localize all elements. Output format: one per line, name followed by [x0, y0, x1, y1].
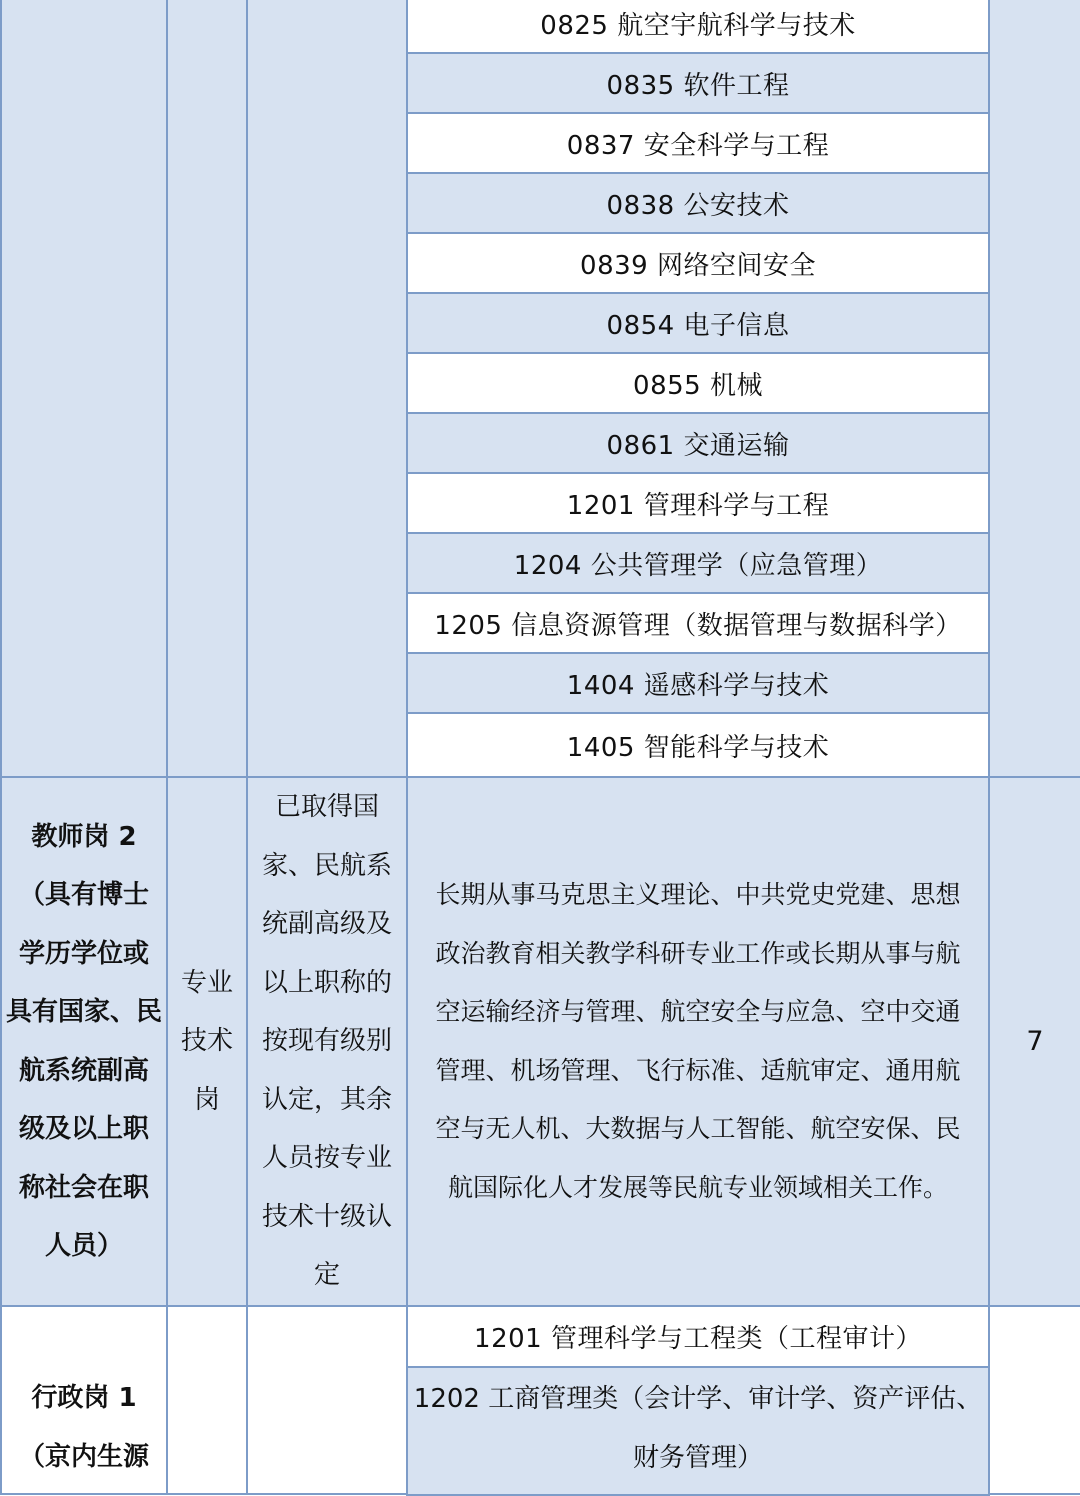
- specialty-row: [406, 352, 990, 414]
- specialty-text: 1202 工商管理类（会计学、审计学、资产评估、: [413, 1384, 983, 1414]
- specialty-row: [406, 592, 990, 654]
- category-line: 专业: [180, 967, 233, 998]
- specialty-text: 1201 管理科学与工程: [566, 490, 830, 521]
- position-line: （具有博士: [18, 880, 149, 910]
- specialty-row: [406, 532, 990, 594]
- specialty-row: [406, 52, 990, 114]
- specialty-row: [406, 652, 990, 714]
- requirement-line: 政治教育相关教学科研专业工作或长期从事与航: [435, 938, 961, 968]
- level-line: 人员按专业: [261, 1143, 392, 1174]
- teacher2-count-cell: [988, 776, 1080, 1307]
- specialty-text: 1201 管理科学与工程类（工程审计）: [474, 1324, 922, 1354]
- specialty-text: 1204 公共管理学（应急管理）: [513, 550, 883, 581]
- specialty-text: 0854 电子信息: [606, 310, 790, 341]
- specialty-text: 1205 信息资源管理（数据管理与数据科学）: [434, 610, 962, 641]
- col-count-cell: [988, 0, 1080, 778]
- requirement-line: 长期从事马克思主义理论、中共党史党建、思想: [435, 880, 961, 909]
- level-line: 按现有级别: [261, 1026, 392, 1057]
- position-line: 学历学位或: [18, 938, 149, 969]
- specialty-text: 1404 遥感科学与技术: [566, 670, 830, 701]
- level-line: 已取得国: [274, 792, 379, 823]
- specialty-text: 0838 公安技术: [606, 190, 790, 221]
- specialty-row: [406, 472, 990, 534]
- category-line: 技术: [180, 1026, 233, 1057]
- admin1-specialty-row: [406, 1305, 990, 1368]
- teacher2-category-cell: [166, 776, 248, 1307]
- admin1-specialty-row: [406, 1366, 990, 1496]
- position-line: 称社会在职: [18, 1172, 149, 1203]
- teacher2-requirement-cell: [406, 776, 990, 1307]
- specialty-list: [406, 0, 990, 778]
- specialty-row: [406, 112, 990, 174]
- admin1-category-cell: [166, 1305, 248, 1495]
- specialty-row: [406, 232, 990, 294]
- col-category-cell: [166, 0, 248, 778]
- specialty-row: [406, 412, 990, 474]
- specialty-row: [406, 712, 990, 778]
- position-line: 行政岗 1: [31, 1383, 137, 1413]
- specialty-text: 0861 交通运输: [606, 430, 790, 461]
- position-line: （京内生源: [18, 1442, 149, 1472]
- level-line: 统副高级及: [261, 909, 392, 940]
- specialty-text: 0837 安全科学与工程: [566, 130, 830, 161]
- specialty-text: 财务管理）: [632, 1443, 763, 1473]
- teacher2-level-cell: [246, 776, 408, 1307]
- position-line: 教师岗 2: [31, 821, 137, 852]
- requirement-line: 管理、机场管理、飞行标准、适航审定、通用航: [435, 1055, 961, 1085]
- col-position-cell: [0, 0, 168, 778]
- requirement-line: 空与无人机、大数据与人工智能、航空安保、民: [435, 1114, 961, 1143]
- category-line: 岗: [193, 1084, 220, 1115]
- level-line: 定: [313, 1260, 340, 1291]
- position-line: 航系统副高: [18, 1055, 149, 1086]
- admin1-position-cell: [0, 1305, 168, 1495]
- position-line: 级及以上职: [18, 1114, 149, 1144]
- specialty-text: 0825 航空宇航科学与技术: [540, 10, 856, 41]
- teacher2-position-cell: [0, 776, 168, 1307]
- requirement-line: 航国际化人才发展等民航专业领域相关工作。: [447, 1172, 948, 1202]
- position-line: 具有国家、民: [5, 997, 162, 1027]
- position-line: 人员）: [44, 1231, 123, 1261]
- level-line: 以上职称的: [261, 967, 392, 998]
- specialty-text: 0855 机械: [633, 370, 763, 401]
- count-value: 7: [1026, 1026, 1044, 1057]
- specialty-row: [406, 0, 990, 54]
- admin1-count-cell: [988, 1305, 1080, 1495]
- admin1-level-cell: [246, 1305, 408, 1495]
- requirement-line: 空运输经济与管理、航空安全与应急、空中交通: [435, 997, 961, 1026]
- level-line: 技术十级认: [261, 1201, 392, 1232]
- level-line: 家、民航系: [261, 850, 392, 881]
- specialty-text: 0839 网络空间安全: [580, 250, 816, 281]
- specialty-row: [406, 292, 990, 354]
- level-line: 认定，其余: [261, 1084, 392, 1115]
- col-level-cell: [246, 0, 408, 778]
- specialty-text: 0835 软件工程: [606, 70, 790, 101]
- specialty-row: [406, 172, 990, 234]
- specialty-text: 1405 智能科学与技术: [566, 732, 830, 763]
